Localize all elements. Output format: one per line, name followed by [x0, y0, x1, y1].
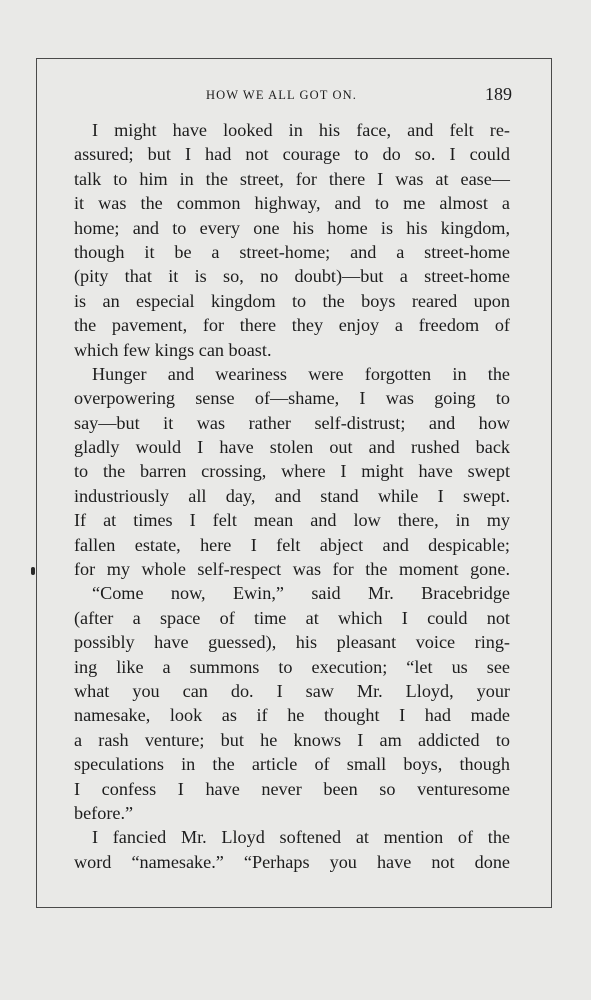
text-line: Hunger and weariness were forgotten in the: [92, 363, 510, 384]
page-number: 189: [485, 84, 512, 104]
text-line: gladly would I have stolen out and rushed back: [74, 437, 510, 458]
text-line: it was the common highway, and to me almost a: [74, 193, 510, 214]
text-line: speculations in the article of small boys, though: [74, 754, 510, 775]
text-line: a rash venture; but he knows I am addicted to: [74, 729, 510, 750]
text-line: home; and to every one his home is his kingdom,: [74, 217, 510, 238]
text-line: (pity that it is so, no doubt)—but a street-home: [74, 266, 510, 287]
text-line: assured; but I had not courage to do so. I could: [74, 144, 510, 165]
text-line: fallen estate, here I felt abject and despicable;: [74, 534, 510, 555]
text-line: possibly have guessed), his pleasant voice ring-: [74, 632, 510, 653]
text-line: for my whole self-respect was for the moment gone.: [74, 559, 510, 580]
text-line: overpowering sense of—shame, I was going to: [74, 388, 510, 409]
text-line: (after a space of time at which I could not: [74, 607, 510, 628]
text-line: I fancied Mr. Lloyd softened at mention of the: [92, 827, 510, 848]
margin-ink-mark: [31, 567, 35, 575]
running-head: HOW WE ALL GOT ON.: [206, 88, 357, 102]
text-line: I confess I have never been so venturesome: [74, 778, 510, 799]
text-line: word “namesake.” “Perhaps you have not done: [74, 851, 510, 872]
text-line: though it be a street-home; and a street-home: [74, 241, 510, 262]
text-line: say—but it was rather self-distrust; and how: [74, 412, 510, 433]
text-line: which few kings can boast.: [74, 339, 272, 360]
text-line: is an especial kingdom to the boys reared upon: [74, 290, 510, 311]
text-line: industriously all day, and stand while I swept.: [74, 485, 510, 506]
text-line: to the barren crossing, where I might have swept: [74, 461, 510, 482]
text-line: ing like a summons to execution; “let us see: [74, 656, 510, 677]
text-line: talk to him in the street, for there I was at ease—: [74, 168, 510, 189]
text-line: before.”: [74, 802, 134, 823]
text-line: I might have looked in his face, and felt re-: [92, 120, 510, 140]
page-header: [36, 84, 552, 108]
body-text: [74, 118, 510, 874]
text-line: If at times I felt mean and low there, in my: [74, 510, 510, 531]
text-line: what you can do. I saw Mr. Lloyd, your: [74, 680, 510, 701]
text-line: the pavement, for there they enjoy a freedom of: [74, 315, 510, 336]
text-line: “Come now, Ewin,” said Mr. Bracebridge: [92, 583, 510, 604]
text-line: namesake, look as if he thought I had made: [74, 705, 510, 726]
